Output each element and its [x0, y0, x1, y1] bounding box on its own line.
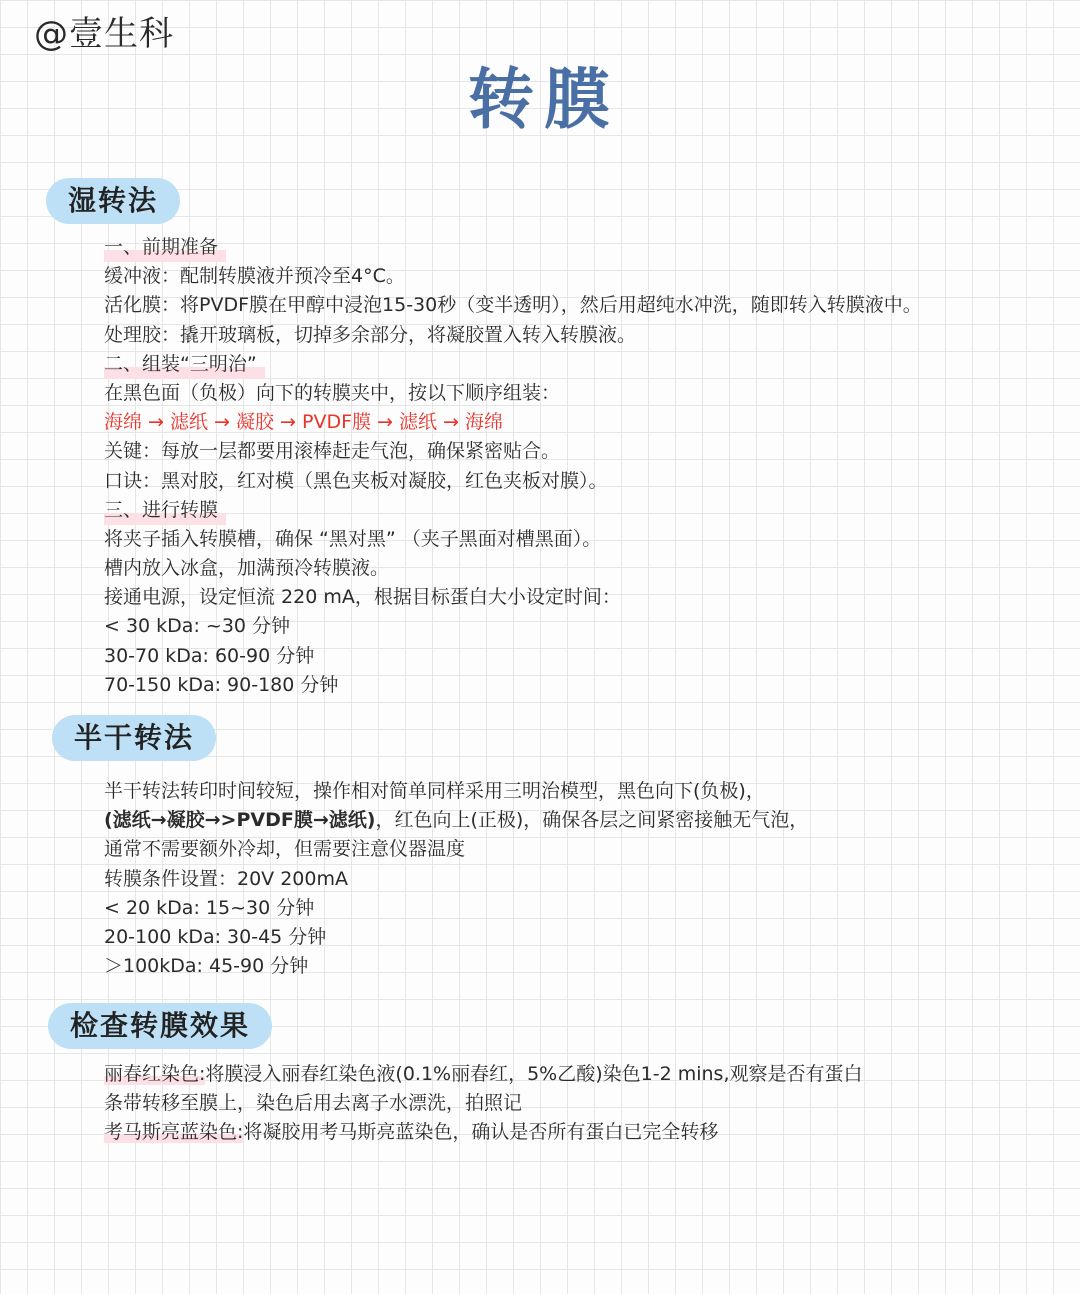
insert-line: 将夹子插入转膜槽，确保 “黑对黑” （夹子黑面对槽黑面）。: [104, 527, 602, 550]
semi-dry-content: [104, 777, 1064, 981]
coomassie-text: 将凝胶用考马斯亮蓝染色，确认是否所有蛋白已完全转移: [243, 1121, 719, 1144]
semi-line-2-rest: ，红色向上(正极)，确保各层之间紧密接触无气泡，: [375, 809, 809, 832]
time-line-2: 30-70 kDa: 60-90 分钟: [104, 644, 315, 667]
section-heading-semi: 半干转法: [52, 715, 216, 761]
author-handle: @壹生科: [34, 14, 174, 54]
section-heading-check: 检查转膜效果: [48, 1003, 272, 1049]
semi-order-bold: (滤纸→凝胶→>PVDF膜→滤纸): [104, 809, 376, 832]
ponceau-line: [104, 1060, 1064, 1089]
key-line: 关键：每放一层都要用滚棒赶走气泡，确保紧密贴合。: [104, 440, 561, 463]
ice-line: 槽内放入冰盒，加满预冷转膜液。: [104, 557, 390, 580]
subheading-sandwich: 二、组装“三明治”: [104, 350, 265, 379]
check-content: [104, 1060, 1064, 1148]
power-line: 接通电源，设定恒流 220 mA，根据目标蛋白大小设定时间：: [104, 586, 621, 609]
semi-time-line-2: 20-100 kDa: 30-45 分钟: [104, 925, 327, 948]
section-heading-wet: 湿转法: [46, 178, 180, 224]
time-line-1: < 30 kDa: ~30 分钟: [104, 615, 291, 638]
semi-line-2: [104, 806, 1064, 835]
page-title: 转膜: [468, 61, 620, 138]
semi-line-3: 通常不需要额外冷却，但需要注意仪器温度: [104, 838, 466, 861]
activate-membrane-line: 活化膜：将PVDF膜在甲醇中浸泡15-30秒（变半透明），然后用超纯水冲洗，随即转入转膜液中。: [104, 294, 922, 317]
subheading-run: 三、进行转膜: [104, 496, 226, 525]
semi-time-line-1: < 20 kDa: 15~30 分钟: [104, 896, 315, 919]
time-line-3: 70-150 kDa: 90-180 分钟: [104, 673, 339, 696]
subheading-prep: 一、前期准备: [104, 233, 226, 262]
ponceau-text: 将膜浸入丽春红染色液(0.1%丽春红，5%乙酸)染色1-2 mins,观察是否有蛋白: [205, 1063, 863, 1085]
ponceau-label: 丽春红染色:: [104, 1063, 206, 1085]
wet-transfer-content: [104, 233, 1064, 700]
semi-time-line-3: ＞100kDa: 45-90 分钟: [104, 955, 309, 978]
process-gel-line: 处理胶：撬开玻璃板，切掉多余部分，将凝胶置入转入转膜液。: [104, 323, 637, 346]
mnemonic-line: 口诀：黑对胶，红对模（黑色夹板对凝胶，红色夹板对膜）。: [104, 469, 608, 492]
sandwich-order-line: 海绵 → 滤纸 → 凝胶 → PVDF膜 → 滤纸 → 海绵: [104, 411, 504, 434]
semi-conditions-line: 转膜条件设置：20V 200mA: [104, 867, 348, 890]
ponceau-line-2: 条带转移至膜上，染色后用去离子水漂洗，拍照记: [104, 1092, 523, 1115]
buffer-line: 缓冲液：配制转膜液并预冷至4°C。: [104, 265, 405, 288]
order-intro-line: 在黑色面（负极）向下的转膜夹中，按以下顺序组装：: [104, 381, 561, 404]
semi-line-1: 半干转法转印时间较短，操作相对简单同样采用三明治模型，黑色向下(负极)，: [104, 780, 765, 802]
coomassie-label: 考马斯亮蓝染色:: [104, 1121, 244, 1144]
coomassie-line: [104, 1118, 1064, 1147]
